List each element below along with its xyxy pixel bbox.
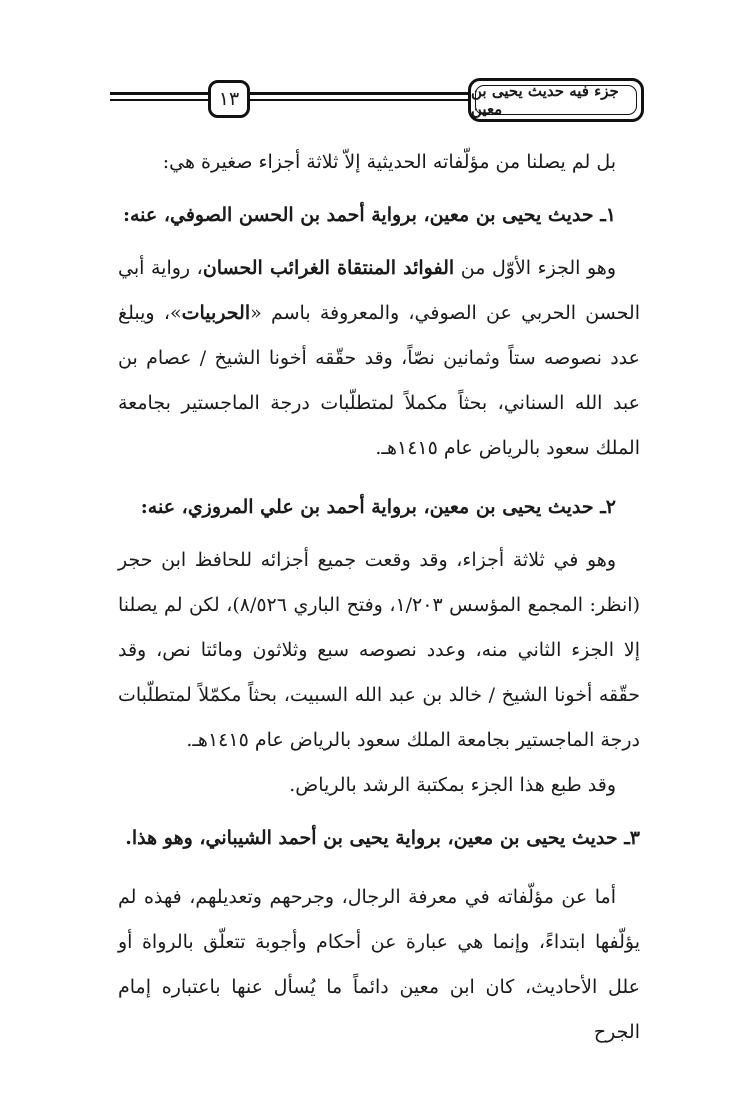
page-body [118, 140, 640, 1055]
running-title [468, 78, 644, 122]
header-rule [250, 92, 468, 95]
closing-paragraph: أما عن مؤلّفاته في معرفة الرجال، وجرحهم وتعديلهم، فهذه لم يؤلّفها ابتداءً، وإنما هي عبارة عن أحكام وأجوبة تتعلّق بالرواة أو علل الأحاديث، كان ابن معين دائماً ما يُسأل عنها باعتباره إمام الجرح [118, 886, 640, 1043]
section-2-note: وقد طبع هذا الجزء بمكتبة الرشد بالرياض. [289, 774, 616, 796]
text-run: وهو الجزء الأوّل من [454, 257, 617, 279]
page-number: ١٣ [208, 80, 250, 118]
running-title-text: جزء فيه حديث يحيى بن معين [471, 82, 619, 118]
bold-run: الفوائد المنتقاة الغرائب الحسان [202, 257, 455, 279]
section-1-paragraph [118, 246, 640, 471]
page-header [110, 78, 644, 124]
text-run: ، رواية أبي الحسن الحربي عن الصوفي، والمعروفة باسم « [118, 257, 640, 324]
section-2-paragraph: وهو في ثلاثة أجزاء، وقد وقعت جميع أجزائه للحافظ ابن حجر (انظر: المجمع المؤسس ١/٢٠٣، وفتح الباري ٨/٥٢٦)، لكن لم يصلنا إلا الجزء الثاني منه، وعدد نصوصه سبع وثلاثون ومائتا نص، وقد حقّقه أخونا الشيخ / خالد بن عبد الله السبيت، بحثاً مكمّلاً لمتطلّبات درجة الماجستير بجامعة الملك سعود بالرياض عام ١٤١٥هـ. [118, 549, 640, 751]
bold-run: الحربيات [181, 302, 251, 324]
section-heading-3: ٣ـ حديث يحيى بن معين، برواية يحيى بن أحمد الشيباني، وهو هذا. [125, 827, 640, 849]
text-run: »، ويبلغ عدد نصوصه ستاً وثمانين نصّاً، وقد حقّقه أخونا الشيخ / عصام بن عبد الله السناني، بحثاً مكملاً لمتطلّبات درجة الماجستير بجامعة الملك سعود بالرياض عام ١٤١٥هـ. [118, 302, 640, 459]
intro-paragraph: بل لم يصلنا من مؤلّفاته الحديثية إلاّ ثلاثة أجزاء صغيرة هي: [162, 151, 616, 173]
section-heading-2: ٢ـ حديث يحيى بن معين، برواية أحمد بن علي المروزي، عنه: [140, 496, 616, 518]
section-heading-1: ١ـ حديث يحيى بن معين، برواية أحمد بن الحسن الصوفي، عنه: [122, 204, 616, 226]
header-rule [110, 92, 208, 95]
header-rule [110, 99, 208, 101]
header-rule [250, 99, 468, 101]
